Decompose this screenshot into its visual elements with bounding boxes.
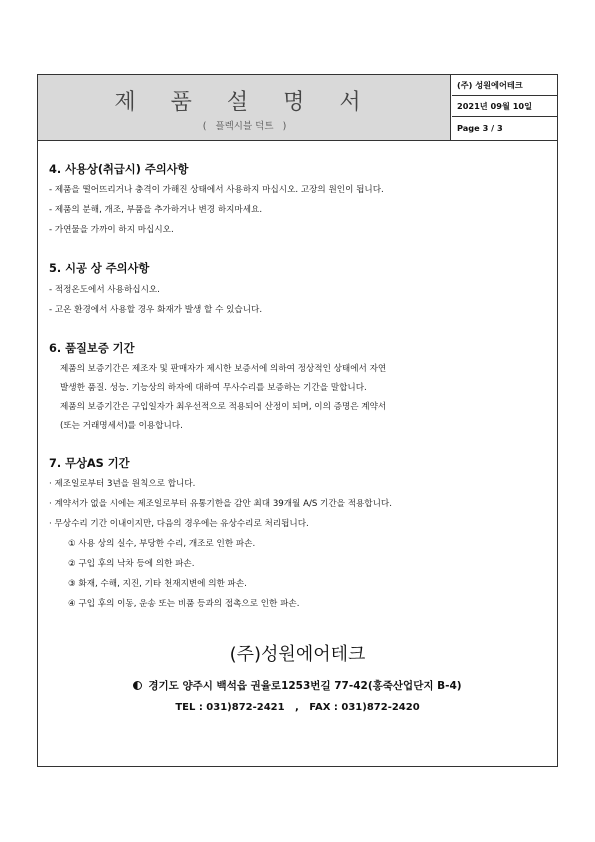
section-6-line: 제품의 보증기간은 구입일자가 최우선적으로 적용되어 산정이 되며, 이의 증명은 계약서	[60, 402, 387, 412]
header-company: (주) 성원에어테크	[452, 75, 557, 96]
section-7-case: ③ 화재, 수해, 지진, 기타 천재지변에 의한 파손.	[68, 579, 247, 589]
footer-address-text: 경기도 양주시 백석읍 권율로1253번길 77-42(홍죽산업단지 B-4)	[148, 680, 462, 692]
section-4-line: - 제품을 떨어뜨리거나 충격이 가해진 상태에서 사용하지 마십시오. 고장의 원인이 됩니다.	[49, 185, 384, 195]
half-filled-circle-icon	[133, 681, 142, 690]
section-5-line: - 적정온도에서 사용하십시오.	[49, 285, 160, 295]
header-page: Page 3 / 3	[457, 123, 503, 133]
section-7-title: 7. 무상AS 기간	[49, 457, 130, 470]
document-header	[38, 75, 557, 141]
title-cell	[38, 75, 451, 140]
section-5-line: - 고온 환경에서 사용할 경우 화재가 발생 할 수 있습니다.	[49, 305, 263, 315]
document-frame	[37, 74, 558, 767]
section-4-title: 4. 사용상(취급시) 주의사항	[49, 163, 189, 176]
header-date: 2021년 09월 10일	[452, 96, 557, 117]
section-7-case: ② 구입 후의 낙차 등에 의한 파손.	[68, 559, 195, 569]
section-7-line: · 무상수리 기간 이내이지만, 다음의 경우에는 유상수리로 처리됩니다.	[49, 519, 309, 529]
footer-contact: TEL : 031)872-2421 , FAX : 031)872-2420	[175, 702, 420, 713]
document-subtitle: ( 플렉시블 덕트 )	[202, 121, 287, 132]
section-7-case: ④ 구입 후의 이동, 운송 또는 비품 등과의 접촉으로 인한 파손.	[68, 599, 300, 609]
section-6-title: 6. 품질보증 기간	[49, 342, 135, 355]
section-5-title: 5. 시공 상 주의사항	[49, 262, 150, 275]
footer-company-name: (주)성원에어테크	[229, 644, 366, 665]
document-title: 제 품 설 명 서	[114, 90, 375, 115]
section-7-line: · 제조일로부터 3년을 원칙으로 합니다.	[49, 479, 196, 489]
section-6-line: 제품의 보증기간은 제조자 및 판매자가 제시한 보증서에 의하여 정상적인 상태에서 자연	[60, 364, 387, 374]
section-7-case: ① 사용 상의 실수, 부당한 수리, 개조로 인한 파손.	[68, 539, 256, 549]
section-6-line: 발생한 품질. 성능. 기능상의 하자에 대하여 무사수리를 보증하는 기간을 말합니다.	[60, 383, 367, 393]
section-7-line: · 계약서가 없을 시에는 제조일로부터 유통기한을 감안 최대 39개월 A/S 기간을 적용합니다.	[49, 499, 392, 509]
section-4-line: - 가연물을 가까이 하지 마십시오.	[49, 225, 174, 235]
section-4-line: - 제품의 분해, 개조, 부품을 추가하거나 변경 하지마세요.	[49, 205, 263, 215]
section-6-line: (또는 거래명세서)를 이용합니다.	[60, 421, 183, 431]
footer-address	[38, 678, 557, 693]
